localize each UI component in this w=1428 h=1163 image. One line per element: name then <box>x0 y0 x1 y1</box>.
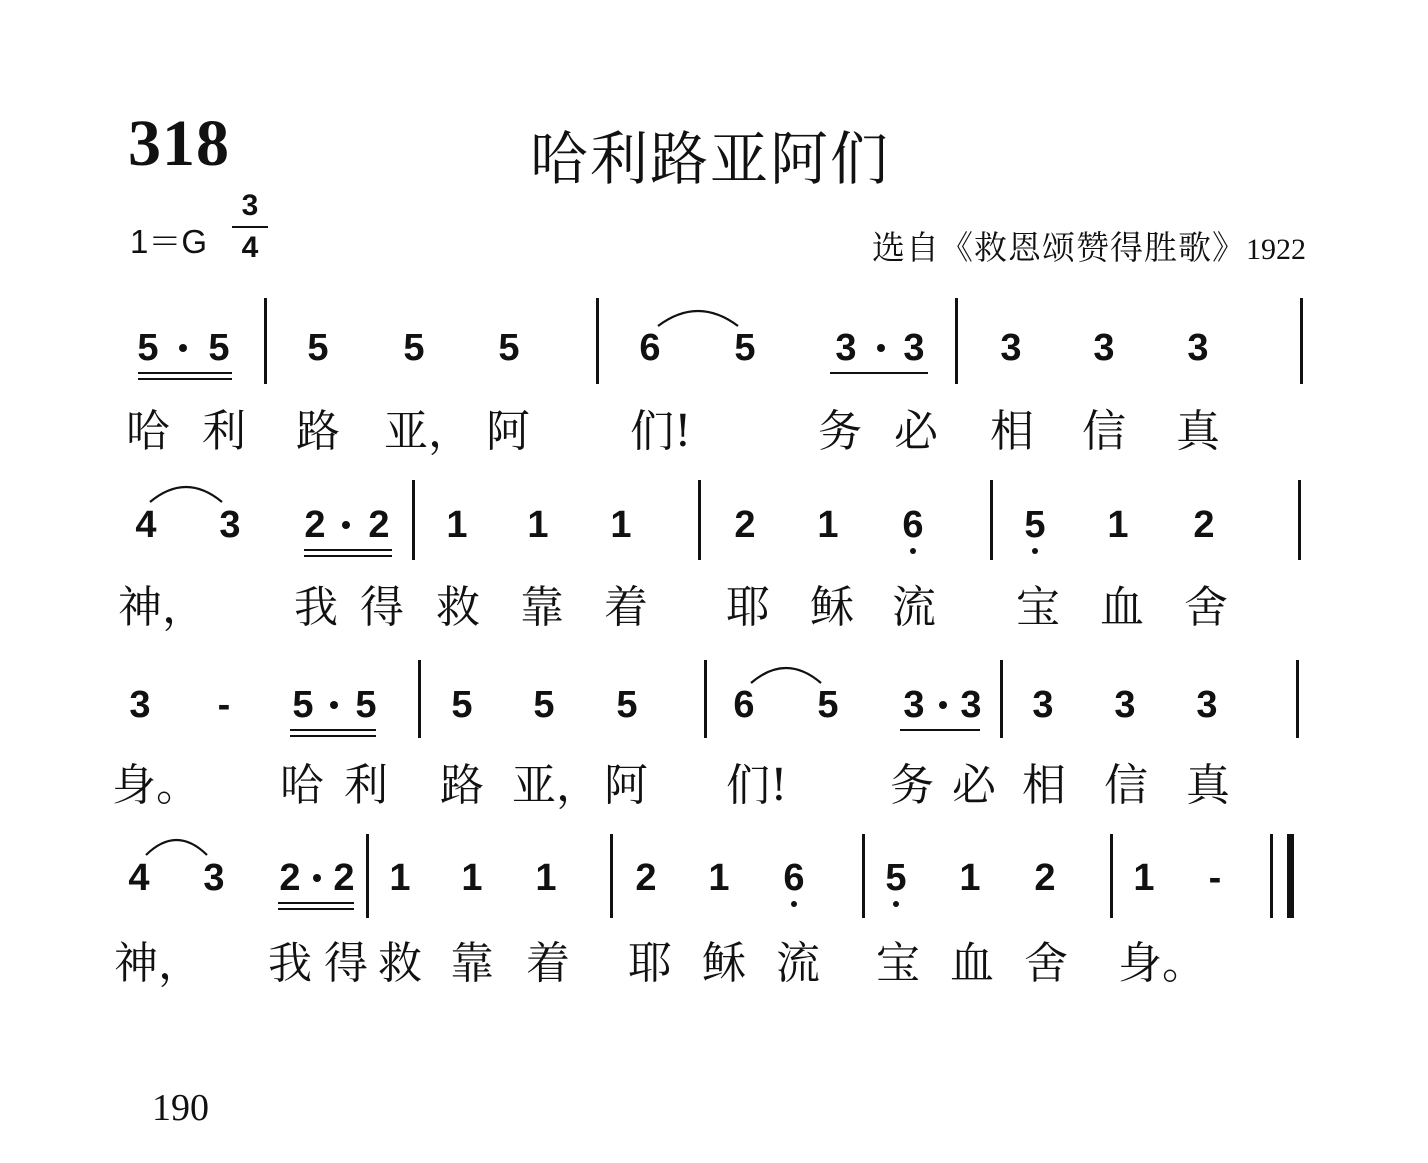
note: 1 <box>389 857 411 899</box>
note: 5 <box>137 327 159 369</box>
note: 5 <box>451 684 473 726</box>
lyric-syllable: 着 <box>604 582 648 633</box>
note: 2 <box>333 857 355 899</box>
barline <box>1298 480 1301 560</box>
duration-underline <box>830 372 928 374</box>
source-text: 选自《救恩颂赞得胜歌》 <box>872 228 1246 267</box>
lyric-syllable: 神， <box>114 938 202 989</box>
note: - <box>1208 857 1222 899</box>
note: 5 <box>307 327 329 369</box>
barline <box>610 834 613 918</box>
note: 6 <box>639 327 661 369</box>
slur <box>656 302 740 328</box>
lyric-syllable: 身。 <box>1118 938 1206 989</box>
lyric-syllable: 必 <box>894 406 938 457</box>
lyric-syllable: 亚， <box>512 760 600 811</box>
lyric-syllable: 宝 <box>1016 582 1060 633</box>
note: 3 <box>203 857 225 899</box>
lyric-syllable: 舍 <box>1184 582 1228 633</box>
slur <box>144 831 209 857</box>
barline <box>990 480 993 560</box>
note: 3 <box>835 327 857 369</box>
note: 3 <box>1187 327 1209 369</box>
barline <box>955 298 958 384</box>
lyric-syllable: 哈 <box>280 760 324 811</box>
note: 3 <box>1114 684 1136 726</box>
lyric-syllable: 相 <box>990 406 1034 457</box>
barline <box>704 660 707 738</box>
lyric-syllable: 救 <box>378 938 422 989</box>
lyric-syllable: 真 <box>1186 760 1230 811</box>
barline <box>862 834 865 918</box>
duration-underline <box>278 908 354 910</box>
lyric-syllable: 信 <box>1082 406 1126 457</box>
note: 3 <box>1032 684 1054 726</box>
note: 1 <box>461 857 483 899</box>
lyric-syllable: 亚， <box>384 406 472 457</box>
barline <box>264 298 267 384</box>
note: - <box>217 684 231 726</box>
lyric-syllable: 真 <box>1176 406 1220 457</box>
note: 1 <box>1133 857 1155 899</box>
note: 3 <box>960 684 982 726</box>
note: 2 <box>1193 504 1215 546</box>
lyric-syllable: 必 <box>952 760 996 811</box>
lyric-syllable: 舍 <box>1024 938 1068 989</box>
barline <box>1000 660 1003 738</box>
barline <box>412 480 415 560</box>
note: 3 <box>903 684 925 726</box>
note: 2 <box>368 504 390 546</box>
lyric-syllable: 救 <box>436 582 480 633</box>
note: 3 <box>903 327 925 369</box>
note: 5 <box>817 684 839 726</box>
lyric-syllable: 耶 <box>628 938 672 989</box>
lyric-syllable: 路 <box>440 760 484 811</box>
slur <box>749 659 823 685</box>
lyric-syllable: 阿 <box>604 760 648 811</box>
lyric-syllable: 相 <box>1022 760 1066 811</box>
lyric-syllable: 靠 <box>450 938 494 989</box>
source-year: 1922 <box>1246 233 1306 266</box>
lyric-syllable: 务 <box>818 406 862 457</box>
augmentation-dot <box>179 344 187 352</box>
time-signature-top: 3 <box>241 189 259 222</box>
note: 1 <box>610 504 632 546</box>
note: 5 <box>355 684 377 726</box>
note: 1 <box>708 857 730 899</box>
lyric-syllable: 着 <box>526 938 570 989</box>
slur <box>148 478 224 504</box>
note: 1 <box>527 504 549 546</box>
lyric-syllable: 耶 <box>726 582 770 633</box>
lyric-syllable: 血 <box>950 938 994 989</box>
lyric-syllable: 们! <box>726 760 788 811</box>
barline <box>418 660 421 738</box>
note: 3 <box>219 504 241 546</box>
lyric-syllable: 流 <box>776 938 820 989</box>
barline <box>1300 298 1303 384</box>
final-barline <box>1287 834 1294 918</box>
note: 1 <box>817 504 839 546</box>
note: 5 <box>1015 505 1055 545</box>
duration-underline <box>900 729 980 731</box>
lyric-syllable: 稣 <box>702 938 746 989</box>
source-credit <box>872 222 1306 269</box>
hymn-number: 318 <box>128 107 230 180</box>
note: 5 <box>208 327 230 369</box>
note: 5 <box>616 684 638 726</box>
note: 1 <box>446 504 468 546</box>
lyric-syllable: 利 <box>344 760 388 811</box>
note: 3 <box>1196 684 1218 726</box>
barline <box>1270 834 1273 918</box>
lyric-syllable: 务 <box>890 760 934 811</box>
lyric-syllable: 靠 <box>520 582 564 633</box>
duration-underline <box>290 735 376 737</box>
note: 2 <box>635 857 657 899</box>
barline <box>596 298 599 384</box>
note: 1 <box>959 857 981 899</box>
note: 5 <box>734 327 756 369</box>
note: 4 <box>135 504 157 546</box>
lyric-syllable: 身。 <box>112 760 200 811</box>
note: 2 <box>279 857 301 899</box>
note: 5 <box>292 684 314 726</box>
lyric-syllable: 流 <box>892 582 936 633</box>
augmentation-dot <box>877 344 885 352</box>
note: 2 <box>304 504 326 546</box>
note: 5 <box>403 327 425 369</box>
hymn-title: 哈利路亚阿们 <box>530 125 891 193</box>
lyric-syllable: 们! <box>630 406 692 457</box>
lyric-syllable: 我 <box>294 582 338 633</box>
duration-underline <box>138 372 232 374</box>
duration-underline <box>138 378 232 380</box>
note: 6 <box>893 505 933 545</box>
augmentation-dot <box>342 521 350 529</box>
lyric-syllable: 利 <box>202 406 246 457</box>
note: 2 <box>734 504 756 546</box>
note: 4 <box>128 857 150 899</box>
note: 5 <box>876 858 916 898</box>
lyric-syllable: 宝 <box>876 938 920 989</box>
page-number: 190 <box>152 1087 209 1129</box>
note: 6 <box>733 684 755 726</box>
lyric-syllable: 得 <box>360 582 404 633</box>
note: 1 <box>1107 504 1129 546</box>
lyric-syllable: 阿 <box>486 406 530 457</box>
duration-underline <box>304 549 392 551</box>
barline <box>1296 660 1299 738</box>
time-signature <box>232 188 268 266</box>
note: 6 <box>774 858 814 898</box>
lyric-syllable: 路 <box>296 406 340 457</box>
augmentation-dot <box>939 701 947 709</box>
lyric-syllable: 信 <box>1104 760 1148 811</box>
duration-underline <box>278 902 354 904</box>
lyric-syllable: 神， <box>118 582 206 633</box>
lyric-syllable: 哈 <box>126 406 170 457</box>
lyric-syllable: 稣 <box>810 582 854 633</box>
lyric-syllable: 我 <box>268 938 312 989</box>
barline <box>1110 834 1113 918</box>
duration-underline <box>304 555 392 557</box>
time-signature-bottom: 4 <box>241 231 259 264</box>
lyric-syllable: 血 <box>1100 582 1144 633</box>
augmentation-dot <box>313 874 321 882</box>
barline <box>366 834 369 918</box>
note: 5 <box>533 684 555 726</box>
note: 2 <box>1034 857 1056 899</box>
note: 5 <box>498 327 520 369</box>
note: 3 <box>1000 327 1022 369</box>
barline <box>698 480 701 560</box>
note: 3 <box>129 684 151 726</box>
note: 1 <box>535 857 557 899</box>
augmentation-dot <box>330 701 338 709</box>
lyric-syllable: 得 <box>324 938 368 989</box>
duration-underline <box>290 729 376 731</box>
key-signature: 1＝G <box>130 223 208 260</box>
note: 3 <box>1093 327 1115 369</box>
